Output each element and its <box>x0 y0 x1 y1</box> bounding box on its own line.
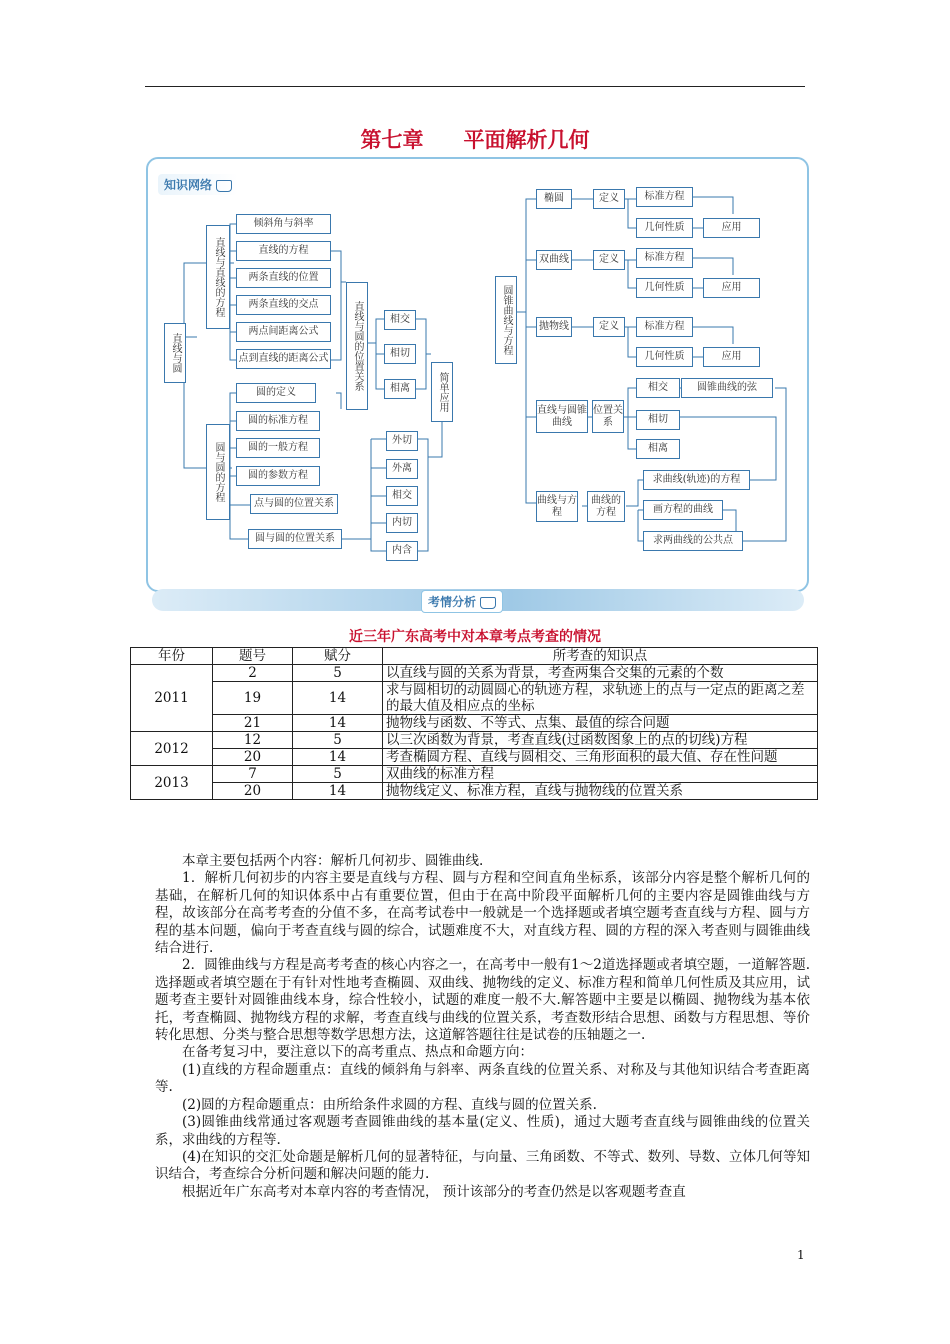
geo-prop-box: 几何性质 <box>636 347 693 367</box>
conic-parabola: 抛物线 <box>536 317 572 337</box>
lconic-item: 相切 <box>636 410 680 430</box>
question-number-cell: 12 <box>213 732 293 749</box>
table-row <box>131 766 818 783</box>
paragraph: (1)直线的方程命题重点：直线的倾斜角与斜率、两条直线的位置关系、对称及与其他知识结合考查距离等. <box>155 1061 810 1096</box>
conic-hyperbola: 双曲线 <box>536 250 572 270</box>
question-number-cell: 21 <box>213 715 293 732</box>
paragraph: 根据近年广东高考对本章内容的考查情况， 预计该部分的考查仍然是以客观题考查直 <box>182 1183 686 1200</box>
year-cell: 2012 <box>131 732 213 766</box>
line-item: 倾斜角与斜率 <box>236 214 331 234</box>
cc-item: 外切 <box>386 431 418 451</box>
table-row <box>131 665 818 682</box>
paragraph: (4)在知识的交汇处命题是解析几何的显著特征，与向量、三角函数、不等式、数列、导数、立体几何等知识结合，考查综合分析问题和解决问题的能力. <box>155 1148 810 1183</box>
question-number-cell: 19 <box>213 682 293 715</box>
cc-item: 内切 <box>386 513 418 533</box>
curve-item: 求曲线(轨迹)的方程 <box>643 470 750 490</box>
std-eq-box: 标准方程 <box>636 248 693 268</box>
curve-item: 画方程的曲线 <box>643 500 723 520</box>
question-number-cell: 7 <box>213 766 293 783</box>
knowledge-point-cell: 抛物线与函数、不等式、点集、最值的综合问题 <box>383 715 818 732</box>
line-item: 直线的方程 <box>236 241 331 261</box>
paragraph: (3)圆锥曲线常通过客观题考查圆锥曲线的基本量(定义、性质)，通过大题考查直线与圆锥曲线的位置关系，求曲线的方程等. <box>155 1114 810 1148</box>
question-number-cell: 2 <box>213 665 293 682</box>
std-eq-box: 标准方程 <box>636 317 693 337</box>
knowledge-network-badge: 知识网络 <box>158 174 238 195</box>
knowledge-point-cell: 抛物线定义、标准方程，直线与抛物线的位置关系 <box>383 783 818 800</box>
chapter-name: 平面解析几何 <box>463 128 590 152</box>
chord-box: 圆锥曲线的弦 <box>681 378 773 398</box>
chapter-number: 第七章 <box>360 128 424 152</box>
table-title: 近三年广东高考中对本章考点考查的情况 <box>349 629 601 645</box>
paragraph: 1．解析几何初步的内容主要是直线与方程、圆与方程和空间直角坐标系，该部分内容是整个解析几何的基础，在解析几何的知识体系中占有重要位置，但由于在高中阶段平面解析几何的主要内容是圆锥曲线与方程，故该部分在高考考查的分值不多，在高考试卷中一般就是一个选择题或者填空题考查直线与方程、圆与方程的基本问题，偏向于考查直线与圆的综合，试题难度不大，对直线方程、圆的方程的深入考查则与圆锥曲线结合进行. <box>155 870 810 957</box>
table-header-cell: 题号 <box>213 648 293 665</box>
std-eq-box: 标准方程 <box>636 187 693 207</box>
application-box: 应用 <box>703 218 760 238</box>
node-curve-equation: 曲线与方程 <box>536 491 578 522</box>
table-header-row <box>131 648 818 665</box>
cc-item: 外离 <box>386 459 418 479</box>
cc-item: 内含 <box>386 541 418 561</box>
knowledge-point-cell: 考查椭圆方程、直线与圆相交、三角形面积的最大值、存在性问题 <box>383 749 818 766</box>
table-row <box>131 783 818 800</box>
circle-item: 圆的一般方程 <box>236 438 320 458</box>
knowledge-point-cell: 双曲线的标准方程 <box>383 766 818 783</box>
body-text <box>155 853 810 1201</box>
table-row <box>131 715 818 732</box>
circle-item: 圆的定义 <box>236 383 316 403</box>
exam-table <box>130 647 818 800</box>
score-cell: 5 <box>293 665 383 682</box>
question-number-cell: 20 <box>213 749 293 766</box>
application-box: 应用 <box>703 347 760 367</box>
score-cell: 5 <box>293 766 383 783</box>
lc-item: 相交 <box>384 310 416 330</box>
definition-box: 定义 <box>593 250 625 270</box>
line-item: 两条直线的位置 <box>236 268 331 288</box>
chapter-title <box>0 124 950 154</box>
table-row <box>131 732 818 749</box>
knowledge-point-cell: 求与圆相切的动圆圆心的轨迹方程，求轨迹上的点与一定点的距离之差的最大值及相应点的坐标 <box>383 682 818 715</box>
paragraph: 2．圆锥曲线与方程是高考考查的核心内容之一，在高考中一般有1～2道选择题或者填空题，一道解答题.选择题或者填空题在于有针对性地考查椭圆、双曲线、抛物线的定义、标准方程和简单几何性质及其应用，试题考查主要针对圆锥曲线本身，综合性较小，试题的难度一般不大.解答题中主要是以椭圆、抛物线为基本依托，考查椭圆、抛物线方程的求解，考查直线与曲线的位置关系，考查数形结合思想、函数与方程思想、等价转化思想、分类与整合思想等数学思想方法，这道解答题往往是试卷的压轴题之一. <box>155 957 810 1044</box>
node-conic-equations: 圆锥曲线与方程 <box>495 276 517 364</box>
year-cell: 2013 <box>131 766 213 800</box>
page-number: 1 <box>797 1248 805 1262</box>
node-line-circle-relation: 直线与圆的位置关系 <box>346 282 368 410</box>
book-icon <box>480 597 496 609</box>
node-line-conic: 直线与圆锥曲线 <box>536 400 588 433</box>
table-header-cell: 年份 <box>131 648 213 665</box>
score-cell: 14 <box>293 783 383 800</box>
score-cell: 14 <box>293 715 383 732</box>
circle-item: 圆的参数方程 <box>236 466 320 486</box>
score-cell: 14 <box>293 682 383 715</box>
score-cell: 5 <box>293 732 383 749</box>
knowledge-point-cell: 以三次函数为背景，考查直线(过函数图象上的点的切线)方程 <box>383 732 818 749</box>
geo-prop-box: 几何性质 <box>636 278 693 298</box>
node-position-relation: 位置关系 <box>592 400 624 433</box>
circle-item: 圆与圆的位置关系 <box>248 529 342 549</box>
exam-analysis-badge: 考情分析 <box>421 590 503 613</box>
circle-item: 圆的标准方程 <box>236 411 320 431</box>
node-circle-equations: 圆与圆的方程 <box>206 424 230 520</box>
table-header-cell: 所考查的知识点 <box>383 648 818 665</box>
application-box: 应用 <box>703 278 760 298</box>
knowledge-point-cell: 以直线与圆的关系为背景，考查两集合交集的元素的个数 <box>383 665 818 682</box>
node-simple-application: 简单应用 <box>431 362 453 422</box>
definition-box: 定义 <box>593 189 625 209</box>
line-item: 两条直线的交点 <box>236 295 331 315</box>
table-header-cell: 赋分 <box>293 648 383 665</box>
line-item: 点到直线的距离公式 <box>236 349 331 369</box>
node-curve-equation-2: 曲线的方程 <box>587 491 625 522</box>
year-cell: 2011 <box>131 665 213 732</box>
conic-ellipse: 椭圆 <box>536 189 572 209</box>
node-line-equations: 直线与直线的方程 <box>206 225 230 329</box>
table-row <box>131 749 818 766</box>
curve-item: 求两曲线的公共点 <box>643 531 743 551</box>
paragraph: 本章主要包括两个内容：解析几何初步、圆锥曲线. <box>182 853 484 869</box>
table-row <box>131 682 818 715</box>
geo-prop-box: 几何性质 <box>636 218 693 238</box>
score-cell: 14 <box>293 749 383 766</box>
circle-item: 点与圆的位置关系 <box>250 494 338 514</box>
lc-item: 相离 <box>384 379 416 399</box>
header-rule <box>145 86 805 87</box>
definition-box: 定义 <box>593 317 625 337</box>
paragraph: (2)圆的方程命题重点：由所给条件求圆的方程、直线与圆的位置关系. <box>182 1096 597 1113</box>
paragraph: 在备考复习中，要注意以下的高考重点、热点和命题方向： <box>182 1044 533 1061</box>
question-number-cell: 20 <box>213 783 293 800</box>
line-item: 两点间距离公式 <box>236 322 331 342</box>
lconic-item: 相交 <box>636 378 680 398</box>
cc-item: 相交 <box>386 486 418 506</box>
lconic-item: 相离 <box>636 439 680 459</box>
node-line-circle: 直线与圆 <box>164 323 186 383</box>
lc-item: 相切 <box>384 344 416 364</box>
